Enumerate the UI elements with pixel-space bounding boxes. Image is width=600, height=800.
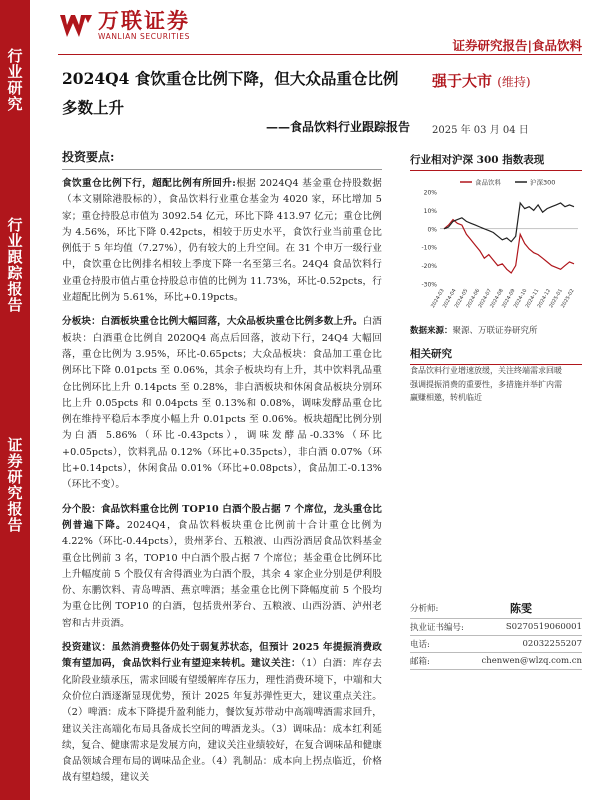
paragraph-sectors	[62, 314, 382, 493]
x-tick-label: 2024-10	[512, 288, 529, 310]
x-tick-label: 2025-01	[548, 288, 564, 310]
analyst-license-value: S0270519060001	[505, 622, 582, 632]
x-tick-label: 2024-09	[500, 288, 517, 310]
analyst-license-label: 执业证书编号:	[410, 623, 464, 633]
logo-chinese-name: 万联证券	[98, 9, 190, 33]
paragraph-stocks	[62, 502, 382, 632]
main-content	[62, 148, 382, 795]
analyst-info	[410, 598, 582, 670]
wanlian-logo-icon	[58, 11, 94, 41]
rating-sub: (维持)	[497, 75, 531, 89]
chart-source-lead: 数据来源：	[410, 326, 453, 336]
sidebar-label-tracking-report: 行业跟踪报告	[5, 217, 24, 313]
analyst-role: 分析师:	[410, 604, 439, 614]
x-tick-label: 2024-12	[536, 288, 553, 310]
x-tick-label: 2024-04	[441, 288, 458, 310]
sidebar-label-industry-research: 行业研究	[5, 48, 24, 112]
related-research-list	[410, 364, 582, 405]
paragraph-sectors-body: 白酒板块：白酒重仓比例自 2020Q4 高点后回落，波动下行，24Q4 大幅回落，重仓比例为 3.95%，环比-0.65pcts；大众品板块：食品加工重仓比例环比下降 0.01pcts 至 0.06%，其余子板块均有上升，其中饮料乳品重仓比例环比上升 0.14pcts 至 0.28%，非白酒板块和休闲食品板块分别环比上升 0.05pcts 和 0.04pcts 至 0.13%和 0.08%，调味发酵品重仓比例在维持平稳后本季度小幅上升 0.01pcts 至 0.06%。板块超配比例分别为白酒 5.86%（环比-0.43pcts），调味发酵品-0.33%（环比+0.05pcts），饮料乳品 0.12%（环比+0.35pcts），非白酒 0.07%（环比+0.14pcts），休闲食品 0.01%（环比+0.08pcts），食品加工-0.13%（环比不变）。	[62, 316, 382, 491]
paragraph-sectors-lead: 分板块：白酒板块重仓比例大幅回落，大众品板块重仓比例多数上升。	[62, 316, 363, 328]
y-tick-label: -20%	[421, 263, 437, 271]
paragraph-overview	[62, 176, 382, 306]
report-date: 2025 年 03 月 04 日	[432, 125, 529, 136]
related-item[interactable]: 强调提振消费的重要性，多措施并举扩内需	[410, 379, 562, 389]
paragraph-stocks-lead: 分个股：食品饮料重仓比例 TOP10 白酒个股占据 7 个席位，龙头重仓比例普遍下降。	[62, 503, 382, 531]
x-tick-label: 2024-03	[430, 288, 446, 310]
x-tick-label: 2024-06	[465, 288, 482, 310]
paragraph-overview-body: 根据 2024Q4 基金重仓持股数据（本文剔除港股标的），食品饮料行业重仓基金为 4020 家，环比增加 5 家；重仓持股总市值为 3092.54 亿元，环比下降 413.97 亿元；重仓比例为 4.56%，环比下降 0.42pcts，相较于历史水平，食饮行业当前重仓比例低于 5 年均值（7.27%），仍有较大的上升空间。在 31 个申万一级行业中，食饮重仓比例排名相较上季度下降一名至第三名。24Q4 食品饮料行业重仓持股市值占重仓持股总市值的比例为 11.73%，环比-0.52pcts，行业超配比例为 5.61%，环比+0.19pcts。	[62, 178, 382, 304]
chart-source	[410, 324, 538, 336]
y-tick-label: -30%	[421, 281, 437, 289]
analyst-phone-label: 电话:	[410, 640, 430, 650]
related-item[interactable]: 食品饮料行业增速放缓，关注终端需求回暖	[410, 366, 562, 375]
x-tick-label: 2024-08	[489, 288, 505, 310]
related-item[interactable]: 赢赚相邀，转机临近	[410, 393, 482, 402]
sidebar	[0, 0, 30, 800]
report-title: 2024Q4 食饮重仓比例下降，但大众品重仓比例多数上升	[62, 69, 399, 117]
relative-performance-chart	[410, 172, 582, 322]
report-category: 证券研究报告|食品饮料	[452, 38, 582, 53]
logo-english-name: WANLIAN SECURITIES	[98, 32, 191, 41]
x-tick-label: 2024-07	[477, 288, 494, 310]
paragraph-overview-lead: 食饮重仓比例下行，超配比例有所回升:	[62, 178, 236, 189]
paragraph-advice	[62, 640, 382, 787]
y-tick-label: 0%	[427, 226, 437, 234]
legend-label: 食品饮料	[475, 178, 501, 187]
rating-main: 强于大市	[432, 72, 493, 90]
y-tick-label: 20%	[423, 189, 437, 197]
legend-label: 沪深300	[530, 178, 556, 187]
report-subtitle: ——食品饮料行业跟踪报告	[265, 120, 410, 134]
y-tick-label: 10%	[423, 207, 437, 215]
sidebar-label-securities-report: 证券研究报告	[5, 437, 24, 533]
y-tick-label: -10%	[421, 244, 437, 252]
paragraph-advice-lead: 投资建议：虽然消费整体仍处于弱复苏状态，但預计 2025 年提振消费政策有望加码，食品饮料行业有望迎来转机。建议关注：	[62, 642, 382, 670]
company-logo	[58, 10, 190, 41]
chart-source-text: 聚源、万联证券研究所	[452, 326, 538, 336]
chart-section-title: 行业相对沪深 300 指数表现	[410, 152, 582, 171]
analyst-license-row	[410, 619, 582, 636]
series-line	[444, 220, 574, 273]
key-points-heading: 投资要点:	[62, 148, 382, 170]
analyst-email-label: 邮箱:	[410, 657, 430, 667]
analyst-name-row	[410, 598, 582, 619]
x-tick-label: 2024-11	[524, 288, 541, 310]
series-line	[444, 203, 574, 242]
analyst-phone-value: 02032255207	[522, 639, 582, 649]
analyst-email-value[interactable]: chenwen@wlzq.com.cn	[481, 656, 582, 666]
analyst-email-row	[410, 653, 582, 670]
related-research-title: 相关研究	[410, 346, 582, 365]
paragraph-advice-body: （1）白酒：库存去化阶段业绩承压，需求回暖有望缓解库存压力，理性消费环境下，中端和大众价位白酒逐渐显现优势，预计 2025 年复苏弹性更大，建议重点关注。（2）啤酒：成本下降提升盈利能力，餐饮复苏带动中高端啤酒需求回升，建议关注高端化布局具备成长空间的啤酒龙头。（3）调味品：成本红利延续，复合、健康需求是发展方向，建议关注业绩较好，在复合调味品和健康食品领域合理布局的调味品企业。（4）乳制品：成本向上拐点临近，价格战有望趋缓，建议关	[62, 658, 382, 784]
analyst-phone-row	[410, 636, 582, 653]
x-tick-label: 2025-02	[560, 288, 576, 310]
rating	[432, 70, 531, 91]
header-divider	[58, 54, 582, 55]
x-tick-label: 2024-05	[453, 288, 470, 310]
paragraph-stocks-body: 2024Q4，食品饮料板块重仓比例前十合计重仓比例为 4.22%（环比-0.44pcts），贵州茅台、五粮液、山西汾酒居食品饮料基金重仓比例前 3 名，TOP10 中白酒个股占据 7 个席位；基金重仓比例环比上升幅度前 5 个股仅有舍得酒业为白酒个股，其余 4 家企业分别是伊利股份、东鹏饮料、青岛啤酒、燕京啤酒；基金重仓比例下降幅度前 5 个股均为重仓比例 TOP10 的白酒，包括贵州茅台、五粮液、山西汾酒、泸州老窖和古井贡酒。	[62, 519, 383, 629]
analyst-name: 陈雯	[510, 602, 532, 615]
